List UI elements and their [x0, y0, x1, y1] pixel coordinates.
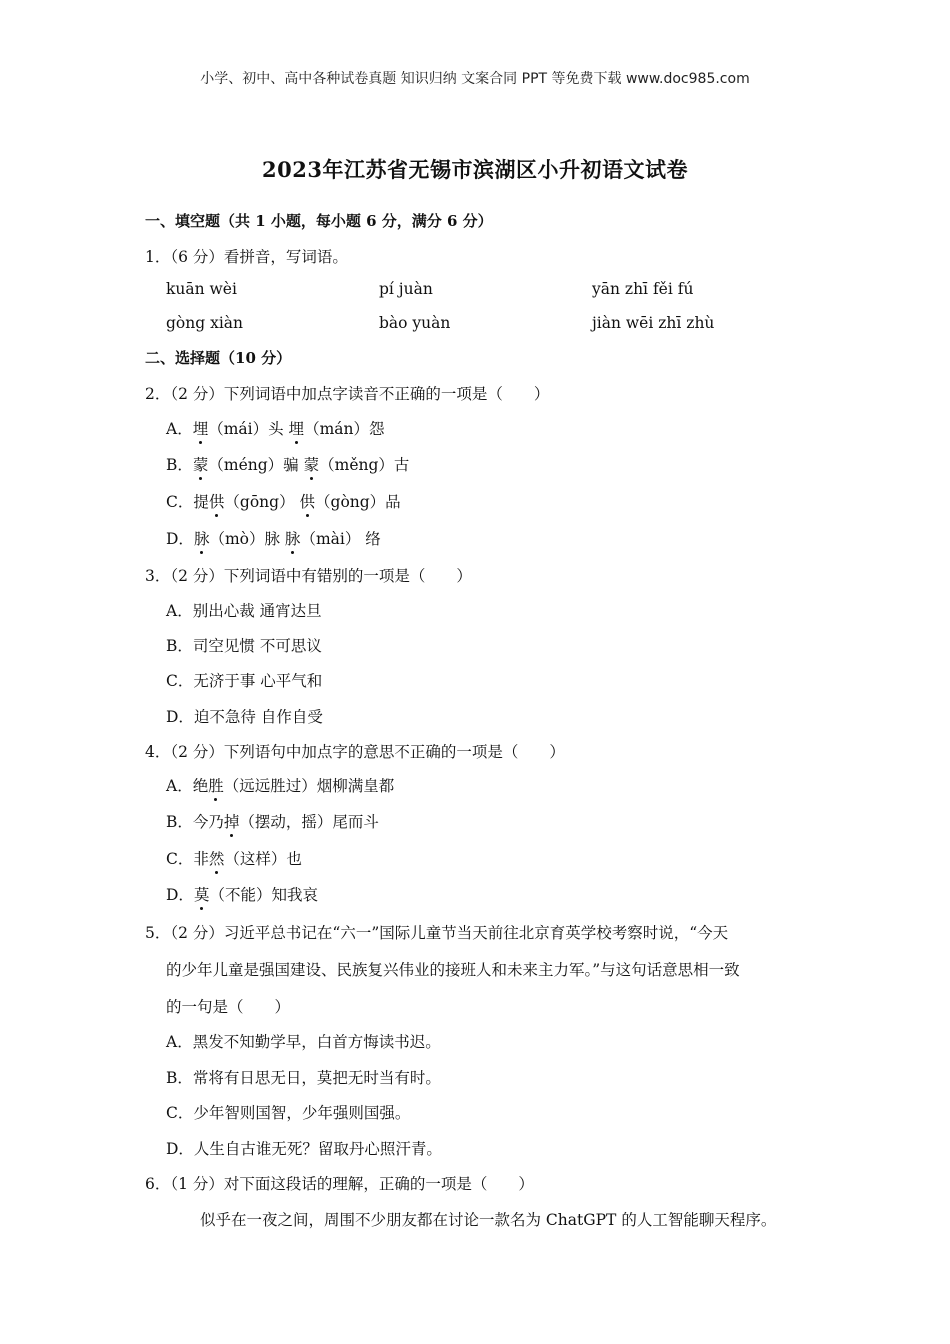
q4-option-a: A．绝胜（远远胜过）烟柳满皇都: [166, 774, 394, 796]
page-header: 小学、初中、高中各种试卷真题 知识归纳 文案合同 PPT 等免费下载 www.doc985.com: [200, 71, 750, 87]
q4-option-b: B．今乃掉（摆动，摇）尾而斗: [166, 810, 379, 832]
question-5-stem-line3: 的一句是（ ）: [166, 998, 291, 1016]
q3-option-b: B．司空见惯 不可思议: [166, 637, 322, 655]
question-6-passage: 似乎在一夜之间，周围不少朋友都在讨论一款名为 ChatGPT 的人工智能聊天程序。: [200, 1211, 777, 1229]
dotted-char: 胜: [208, 774, 224, 796]
dotted-char: 然: [209, 847, 225, 869]
pinyin-item: yān zhī fěi fú: [592, 280, 694, 298]
q5-option-b: B．常将有日思无日，莫把无时当有时。: [166, 1069, 441, 1087]
q5-option-c: C．少年智则国智，少年强则国强。: [166, 1104, 411, 1122]
dotted-char: 埋: [289, 417, 305, 439]
dotted-char: 脉: [285, 527, 301, 549]
question-5-stem-line1: 5．（2 分）习近平总书记在“六一”国际儿童节当天前往北京育英学校考察时说，“今天: [145, 924, 729, 942]
pinyin-item: kuān wèi: [166, 280, 237, 298]
question-5-stem-line2: 的少年儿童是强国建设、民族复兴伟业的接班人和未来主力军。”与这句话意思相一致: [166, 961, 740, 979]
q3-option-a: A．别出心裁 通宵达旦: [166, 602, 322, 620]
pinyin-item: jiàn wēi zhī zhù: [592, 314, 715, 332]
pinyin-item: pí juàn: [379, 280, 433, 298]
q3-option-d: D．迫不急待 自作自受: [166, 708, 323, 726]
dotted-char: 埋: [193, 417, 209, 439]
dotted-char: 蒙: [193, 453, 209, 475]
q4-option-d: D．莫（不能）知我哀: [166, 883, 318, 905]
q4-option-c: C．非然（这样）也: [166, 847, 302, 869]
pinyin-item: gòng xiàn: [166, 314, 244, 332]
q2-option-d: D．脉（mò）脉 脉（mài） 络: [166, 527, 381, 549]
dotted-char: 供: [209, 490, 225, 512]
question-4-stem: 4．（2 分）下列语句中加点字的意思不正确的一项是（ ）: [145, 743, 565, 761]
q5-option-a: A．黑发不知勤学早，白首方悔读书迟。: [166, 1033, 441, 1051]
question-6-stem: 6．（1 分）对下面这段话的理解，正确的一项是（ ）: [145, 1175, 534, 1193]
section-heading-fill: 一、填空题（共 1 小题，每小题 6 分，满分 6 分）: [145, 212, 493, 230]
dotted-char: 掉: [224, 810, 240, 832]
dotted-char: 脉: [194, 527, 210, 549]
question-1-stem: 1．（6 分）看拼音，写词语。: [145, 248, 348, 266]
page-title: 2023年江苏省无锡市滨湖区小升初语文试卷: [262, 157, 688, 182]
pinyin-item: bào yuàn: [379, 314, 451, 332]
q2-option-b: B．蒙（méng）骗 蒙（měng）古: [166, 453, 409, 475]
question-2-stem: 2．（2 分）下列词语中加点字读音不正确的一项是（ ）: [145, 385, 550, 403]
q3-option-c: C．无济于事 心平气和: [166, 672, 323, 690]
question-3-stem: 3．（2 分）下列词语中有错别的一项是（ ）: [145, 567, 472, 585]
dotted-char: 莫: [194, 883, 210, 905]
q5-option-d: D．人生自古谁无死？留取丹心照汗青。: [166, 1140, 442, 1158]
dotted-char: 供: [300, 490, 316, 512]
q2-option-a: A．埋（mái）头 埋（mán）怨: [166, 417, 384, 439]
section-heading-choice: 二、选择题（10 分）: [145, 349, 292, 367]
dotted-char: 蒙: [304, 453, 320, 475]
q2-option-c: C．提供（gōng） 供（gòng）品: [166, 490, 401, 512]
